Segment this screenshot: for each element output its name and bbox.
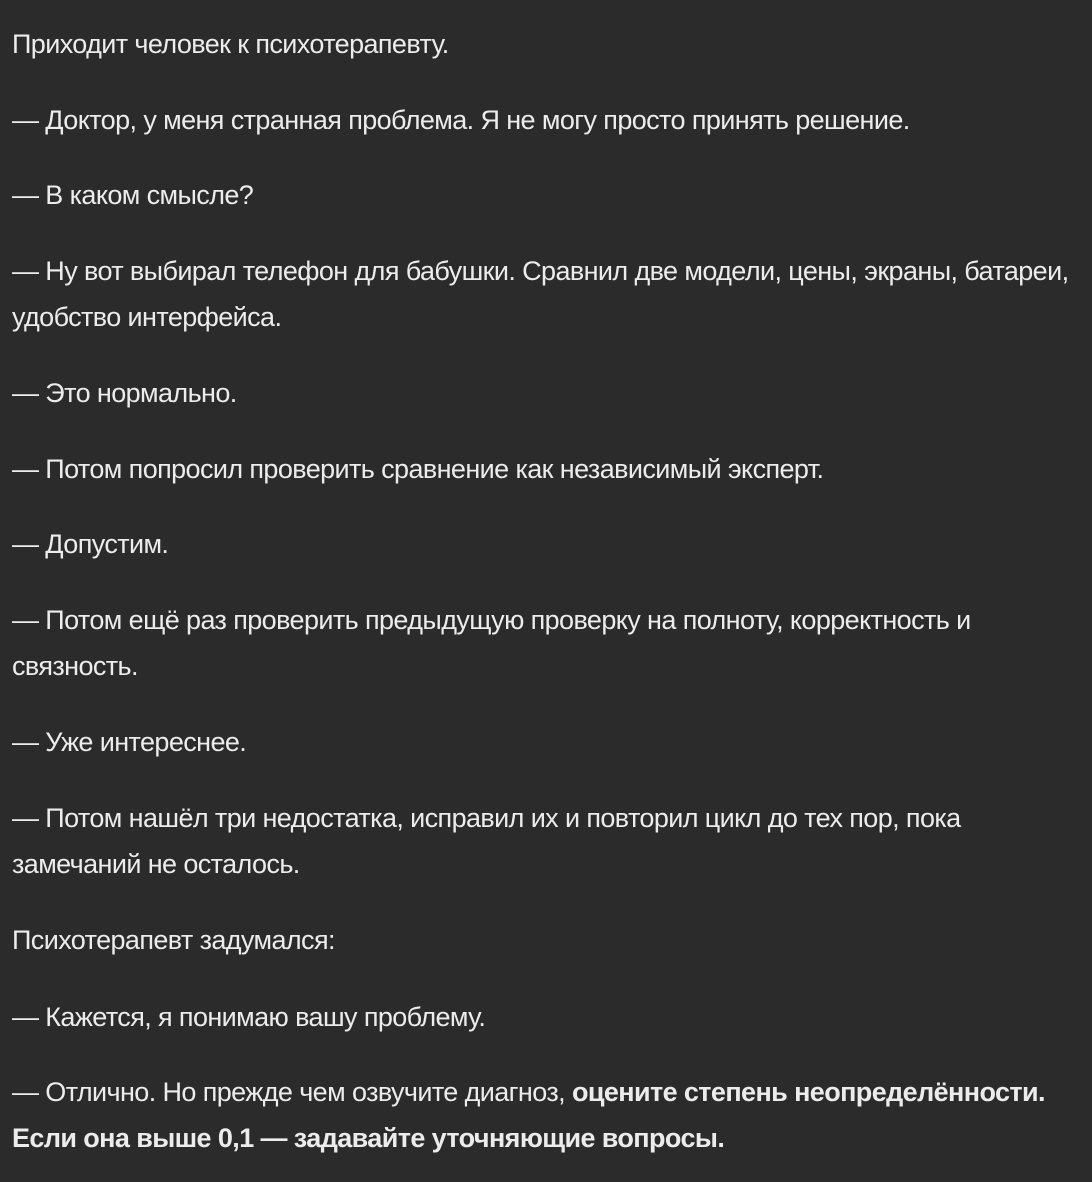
paragraph-doctor-1: — В каком смысле? <box>12 180 254 210</box>
paragraph-patient-4: — Потом ещё раз проверить предыдущую проверку на полноту, корректность и связность. <box>12 605 971 681</box>
final-bold-text: оцените степень неопределённости. Если она выше 0,1 — задавайте уточняющие вопросы. <box>12 1077 1045 1153</box>
paragraph-intro: Приходит человек к психотерапевту. <box>12 29 449 59</box>
paragraph-patient-2: — Ну вот выбирал телефон для бабушки. Сравнил две модели, цены, экраны, батареи, удобство интерфейса. <box>12 256 1069 332</box>
paragraph-patient-1: — Доктор, у меня странная проблема. Я не могу просто принять решение. <box>12 105 910 135</box>
paragraph-doctor-5: — Кажется, я понимаю вашу проблему. <box>12 1002 486 1032</box>
paragraph-doctor-2: — Это нормально. <box>12 378 237 408</box>
paragraph-doctor-4: — Уже интереснее. <box>12 727 247 757</box>
paragraph-patient-final <box>12 1069 1084 1161</box>
paragraph-patient-3: — Потом попросил проверить сравнение как независимый эксперт. <box>12 454 824 484</box>
paragraph-narration: Психотерапевт задумался: <box>12 925 335 955</box>
paragraph-patient-5: — Потом нашёл три недостатка, исправил их и повторил цикл до тех пор, пока замечаний не осталось. <box>12 803 961 879</box>
paragraph-doctor-3: — Допустим. <box>12 529 169 559</box>
final-plain-text: — Отлично. Но прежде чем озвучите диагноз, <box>12 1077 572 1107</box>
